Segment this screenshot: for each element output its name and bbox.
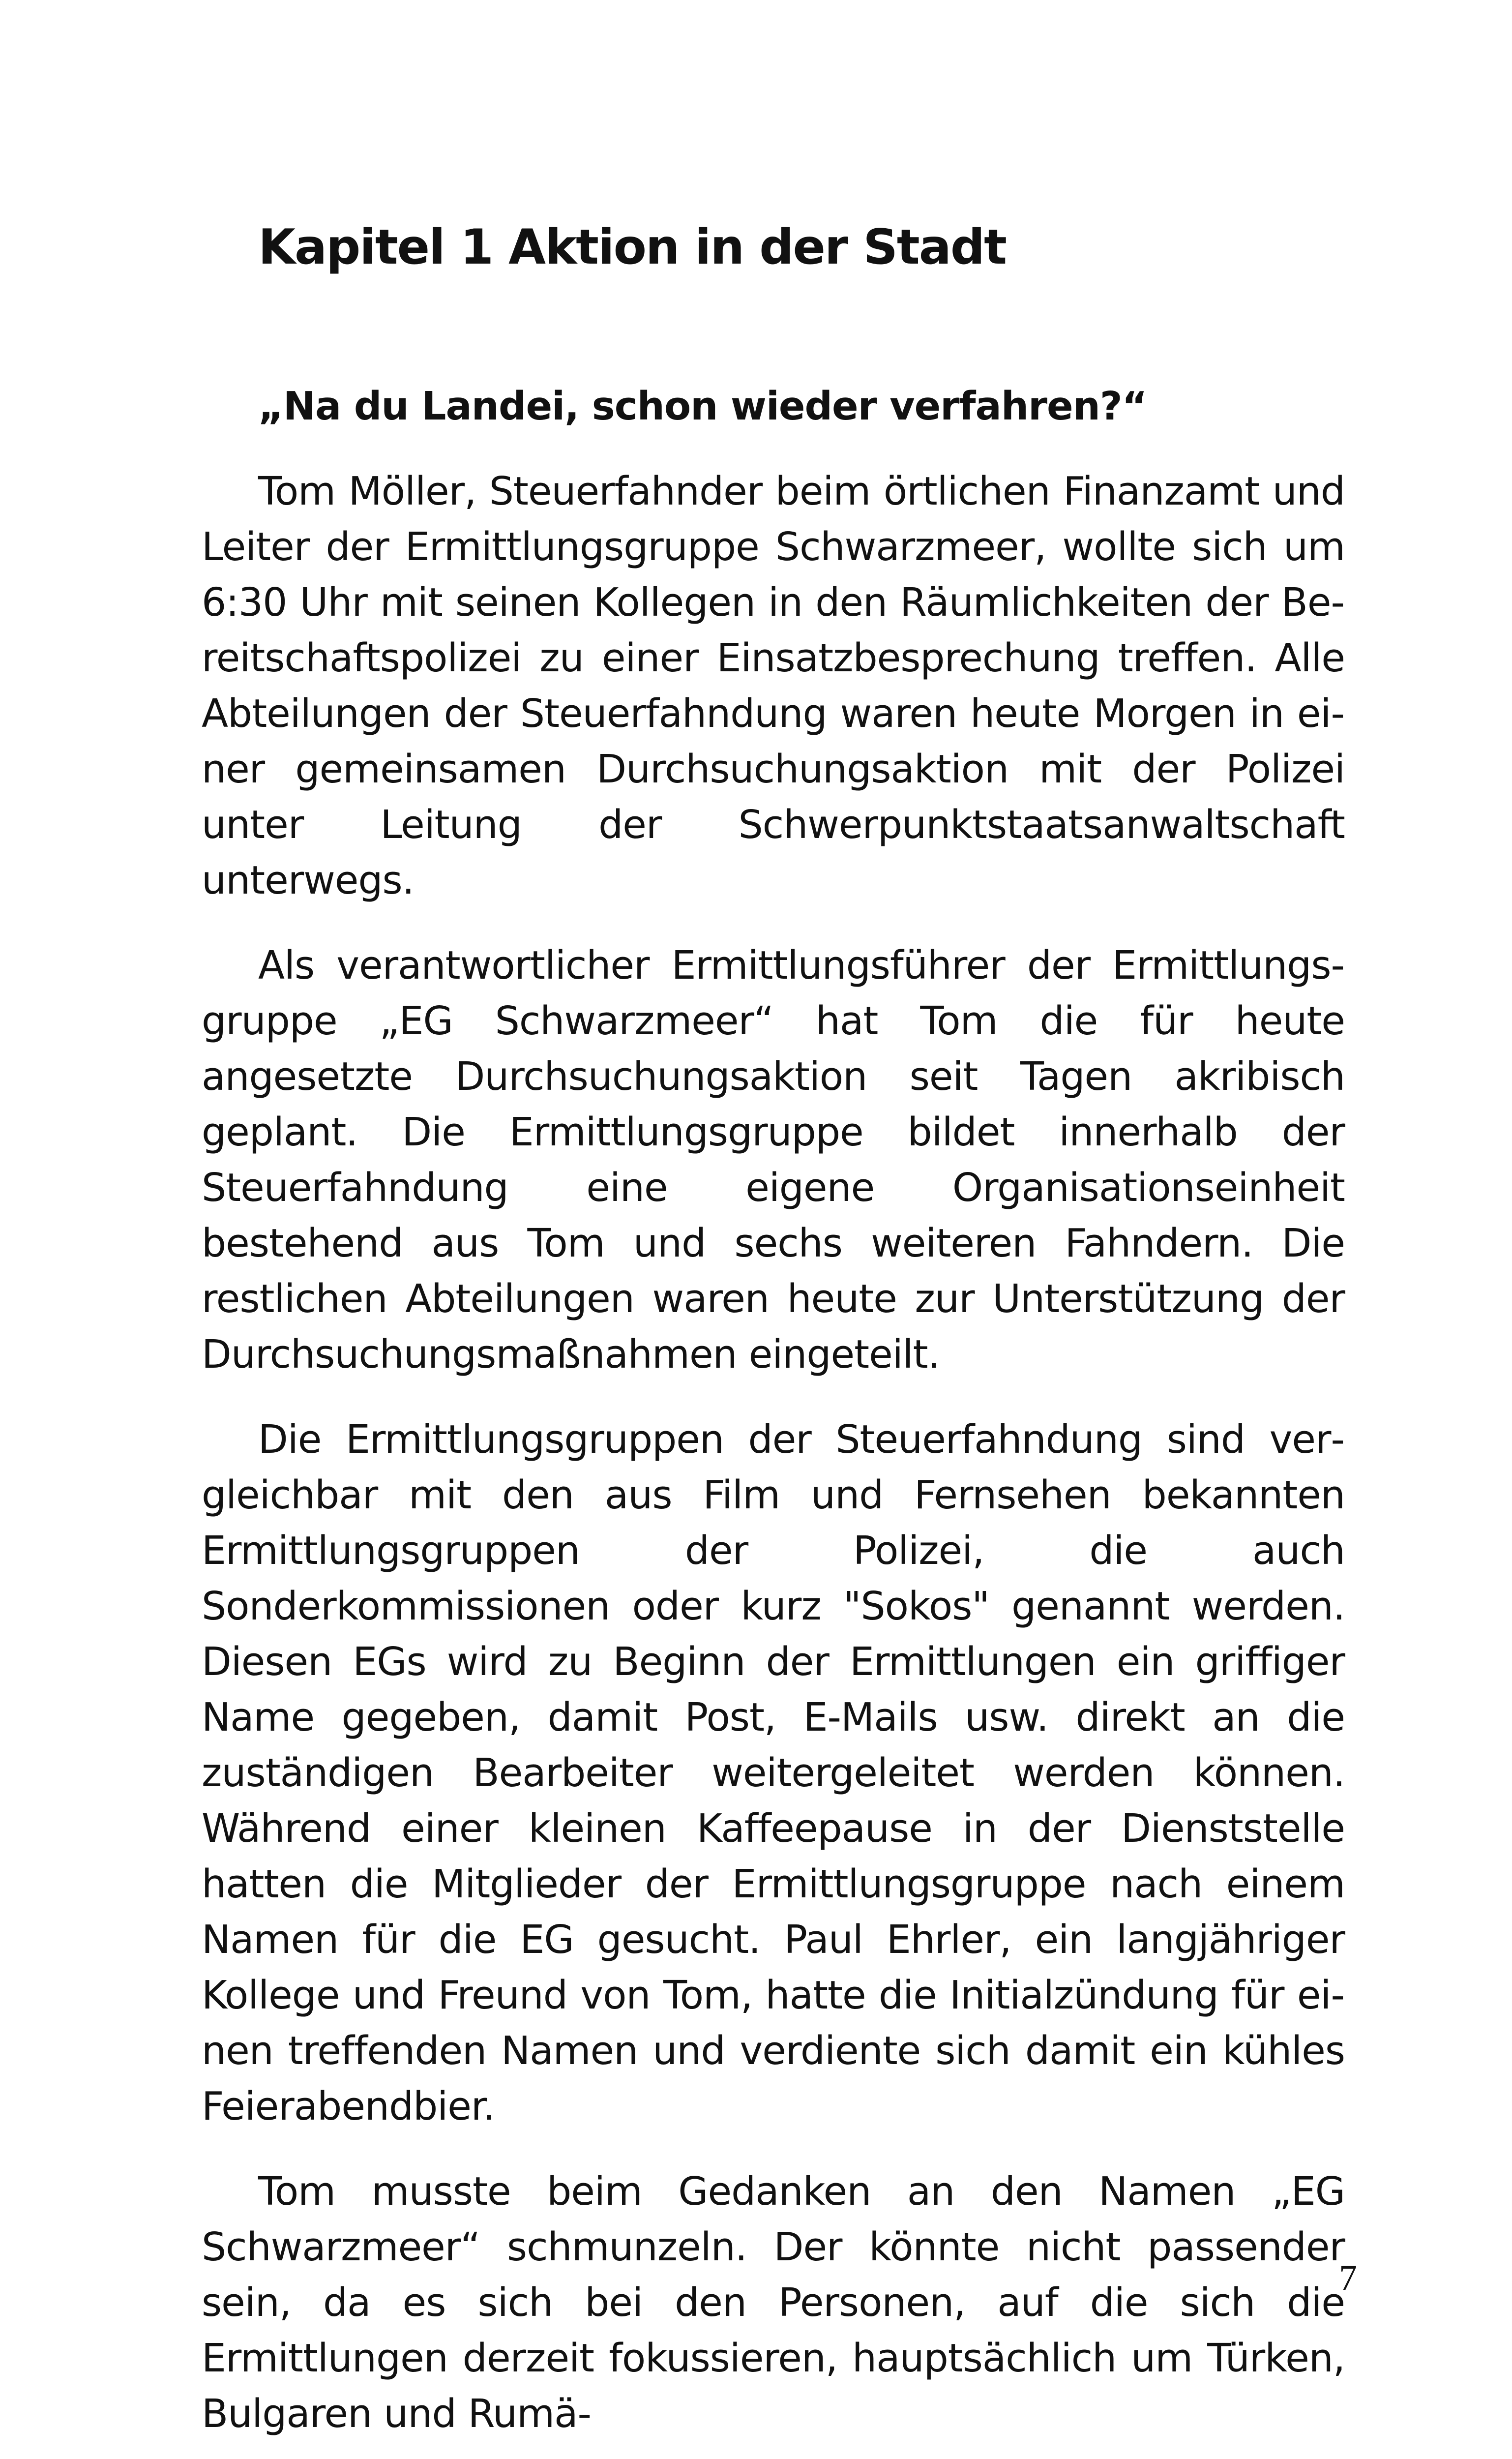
paragraph: Die Ermittlungsgruppen der Steuerfahndung sind vergleichbar mit den aus Film und Fernsehen bekannten Ermittlungsgruppen der Polizei, die auch Sonderkommissionen oder kurz "Sokos" genannt werden. Diesen EGs wird zu Beginn der Ermittlungen ein griffiger Name gegeben, damit Post, E-Mails usw. direkt an die zuständigen Bearbeiter weitergeleitet werden können. Während einer kleinen Kaffeepause in der Dienststelle hatten die Mitglieder der Ermittlungsgruppe nach einem Namen für die EG gesucht. Paul Ehrler, ein langjähriger Kollege und Freund von Tom, hatte die Initialzündung für einen treffenden Namen und verdiente sich damit ein kühles Feierabendbier. [202, 1417, 1345, 2129]
lead-line: „Na du Landei, schon wieder verfahren?“ [258, 384, 1147, 429]
paragraph: Als verantwortlicher Ermittlungsführer der Ermittlungsgruppe „EG Schwarzmeer“ hat Tom die für heute angesetzte Durchsuchungsaktion seit Tagen akribisch geplant. Die Ermittlungsgruppe bildet innerhalb der Steuerfahndung eine eigene Organisationseinheit bestehend aus Tom und sechs weiteren Fahndern. Die restlichen Abteilungen waren heute zur Unterstützung der Durchsuchungsmaßnahmen eingeteilt. [202, 943, 1345, 1377]
page-number: 7 [1339, 2258, 1357, 2298]
body-text [202, 379, 1345, 2459]
chapter-title: Kapitel 1 Aktion in der Stadt [258, 219, 1006, 275]
paragraph: Tom Möller, Steuerfahnder beim örtlichen Finanzamt und Leiter der Ermittlungsgruppe Schwarzmeer, wollte sich um 6:30 Uhr mit seinen Kollegen in den Räumlichkeiten der Bereitschaftspolizei zu einer Einsatzbesprechung treffen. Alle Abteilungen der Steuerfahndung waren heute Morgen in einer gemeinsamen Durchsuchungsaktion mit der Polizei unter Leitung der Schwerpunktstaatsanwaltschaft unterwegs. [202, 469, 1345, 903]
paragraph: Tom musste beim Gedanken an den Namen „EG Schwarzmeer“ schmunzeln. Der könnte nicht passender sein, da es sich bei den Personen, auf die sich die Ermittlungen derzeit fokussieren, hauptsächlich um Türken, Bulgaren und Rumä- [202, 2169, 1345, 2436]
